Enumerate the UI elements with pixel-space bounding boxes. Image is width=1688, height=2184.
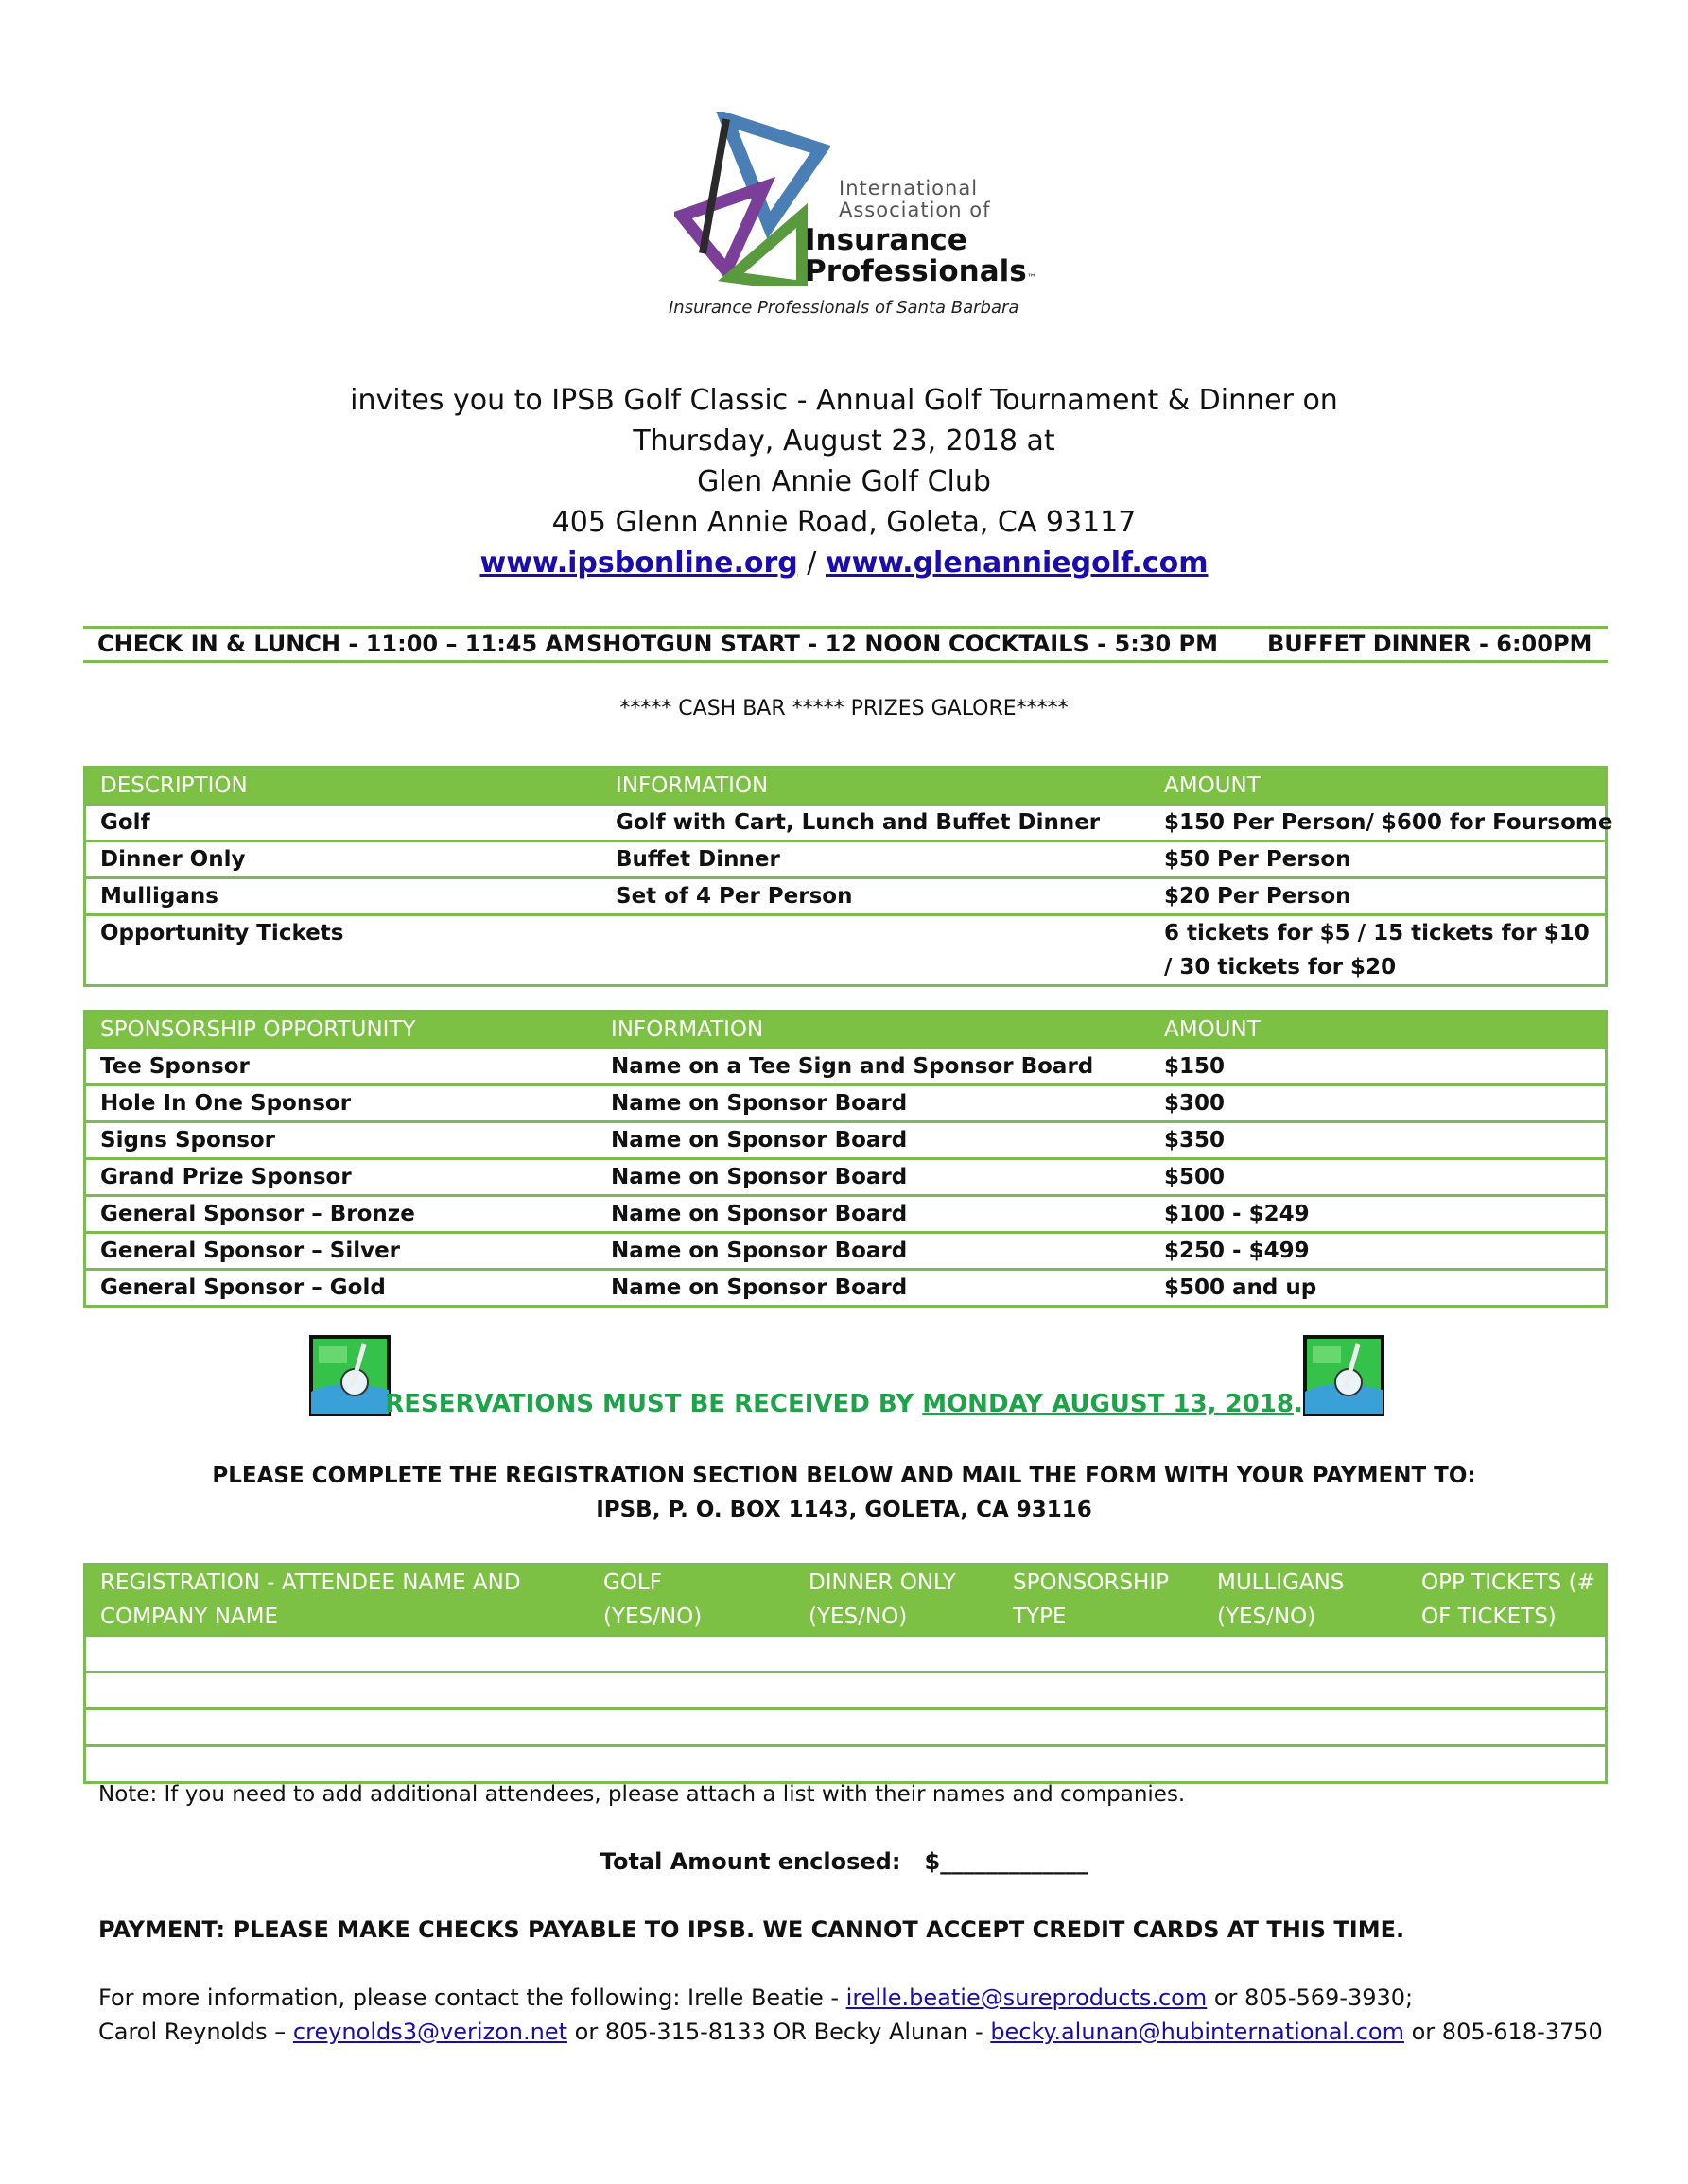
row-sponsor-type: Hole In One Sponsor (100, 1091, 352, 1116)
row-information: Name on Sponsor Board (611, 1275, 908, 1300)
reservation-period: . (1293, 1390, 1303, 1418)
cash-bar-banner: ***** CASH BAR ***** PRIZES GALORE***** (619, 697, 1069, 720)
row-amount: $150 Per Person/ $600 for Foursome (1164, 810, 1613, 835)
header-description: DESCRIPTION (100, 773, 248, 798)
reservation-text: RESERVATIONS MUST BE RECEIVED BY (385, 1390, 923, 1418)
ipsb-website-link[interactable]: www.ipsbonline.org (479, 546, 798, 580)
row-amount: $350 (1164, 1128, 1226, 1153)
registration-entry-row[interactable] (86, 1634, 1605, 1671)
row-description: Golf (100, 810, 150, 835)
logo-line-professionals: Professionals (805, 254, 1027, 288)
row-description: Opportunity Tickets (100, 921, 344, 945)
row-information: Name on Sponsor Board (611, 1165, 908, 1189)
sponsorship-header-row (86, 1013, 1605, 1047)
table-row (86, 1083, 1605, 1120)
header-sponsorship-opportunity: SPONSORSHIP OPPORTUNITY (100, 1017, 416, 1042)
logo-text-main (805, 225, 1036, 294)
header-dinner-only: DINNER ONLY (YES/NO) (809, 1570, 956, 1629)
mailing-line-instructions: PLEASE COMPLETE THE REGISTRATION SECTION BELOW AND MAIL THE FORM WITH YOUR PAYMENT TO: (212, 1464, 1476, 1488)
row-information: Name on Sponsor Board (611, 1239, 908, 1263)
table-row (86, 1157, 1605, 1194)
logo-line-international: International (839, 177, 979, 199)
schedule-shotgun: SHOTGUN START - 12 NOON (586, 631, 942, 657)
registration-entry-row[interactable] (86, 1707, 1605, 1744)
table-row (86, 840, 1605, 876)
invite-line-address: 405 Glenn Annie Road, Goleta, CA 93117 (551, 506, 1137, 539)
header-information: INFORMATION (616, 773, 769, 798)
header-sponsorship-type: SPONSORSHIP TYPE (1013, 1570, 1170, 1629)
row-sponsor-type: Signs Sponsor (100, 1128, 276, 1153)
pricing-table (83, 766, 1613, 987)
payment-instructions: PAYMENT: PLEASE MAKE CHECKS PAYABLE TO IPSB. WE CANNOT ACCEPT CREDIT CARDS AT THIS TIME. (98, 1916, 1405, 1943)
mailing-line-address: IPSB, P. O. BOX 1143, GOLETA, CA 93116 (596, 1498, 1092, 1522)
row-sponsor-type: General Sponsor – Gold (100, 1275, 386, 1300)
row-information: Golf with Cart, Lunch and Buffet Dinner (616, 810, 1101, 835)
invite-line-date: Thursday, August 23, 2018 at (633, 425, 1055, 458)
additional-attendees-note: Note: If you need to add additional attendees, please attach a list with their names and companies. (98, 1782, 1186, 1807)
row-amount: 6 tickets for $5 / 15 tickets for $10 / 30 tickets for $20 (1164, 921, 1590, 979)
row-amount: $150 (1164, 1054, 1226, 1079)
iaip-logo (667, 112, 1045, 320)
contact-line2-text: Carol Reynolds – (98, 2019, 293, 2045)
mailing-instructions (0, 1459, 1688, 1527)
schedule-cocktails: COCKTAILS - 5:30 PM (948, 631, 1219, 657)
schedule-checkin: CHECK IN & LUNCH - 11:00 – 11:45 AM (97, 631, 586, 657)
table-row (86, 913, 1605, 984)
row-sponsor-type: Tee Sponsor (100, 1054, 250, 1079)
row-information: Set of 4 Per Person (616, 884, 853, 909)
schedule-bar (83, 626, 1608, 663)
table-row (86, 1120, 1605, 1157)
invite-line-venue: Glen Annie Golf Club (697, 465, 991, 498)
header-opp-tickets: OPP TICKETS (# OF TICKETS) (1421, 1570, 1595, 1629)
reservation-deadline (0, 1390, 1688, 1418)
row-information: Name on Sponsor Board (611, 1128, 908, 1153)
contact-line1-text: For more information, please contact the following: Irelle Beatie - (98, 1985, 846, 2011)
total-amount (0, 1848, 1688, 1875)
contact-line2-phone: or 805-618-3750 (1403, 2019, 1603, 2045)
row-amount: $100 - $249 (1164, 1202, 1310, 1226)
irelle-email-link[interactable]: irelle.beatie@sureproducts.com (845, 1985, 1208, 2011)
total-value-field[interactable]: $_____________ (924, 1848, 1088, 1875)
registration-table (83, 1563, 1608, 1784)
row-amount: $300 (1164, 1091, 1226, 1116)
schedule-dinner: BUFFET DINNER - 6:00PM (1267, 631, 1592, 657)
table-row (86, 1194, 1605, 1231)
registration-header-row (86, 1566, 1605, 1634)
table-row (86, 1047, 1605, 1083)
row-amount: $500 and up (1164, 1275, 1317, 1300)
pricing-header-row (86, 769, 1605, 803)
trademark-mark: ™ (1026, 273, 1036, 284)
row-amount: $500 (1164, 1165, 1226, 1189)
row-description: Mulligans (100, 884, 218, 909)
contact-line1-phone: or 805-569-3930; (1207, 1985, 1414, 2011)
contact-info (98, 1981, 1603, 2049)
logo-text-top (839, 178, 991, 221)
row-information: Buffet Dinner (616, 847, 780, 872)
row-information: Name on a Tee Sign and Sponsor Board (611, 1054, 1094, 1079)
logo-line-insurance: Insurance (805, 223, 967, 257)
table-row (86, 1231, 1605, 1268)
header-mulligans: MULLIGANS (YES/NO) (1217, 1570, 1345, 1629)
table-row (86, 876, 1605, 913)
becky-email-link[interactable]: becky.alunan@hubinternational.com (990, 2019, 1404, 2045)
invite-line-event: invites you to IPSB Golf Classic - Annual Golf Tournament & Dinner on (350, 384, 1338, 417)
sponsorship-table (83, 1010, 1608, 1308)
contact-line2-mid: or 805-315-8133 OR Becky Alunan - (567, 2019, 991, 2045)
row-amount: $20 Per Person (1164, 884, 1351, 909)
registration-entry-row[interactable] (86, 1744, 1605, 1781)
table-row (86, 803, 1613, 840)
table-row (86, 1268, 1605, 1305)
row-sponsor-type: General Sponsor – Silver (100, 1239, 401, 1263)
carol-email-link[interactable]: creynolds3@verizon.net (292, 2019, 568, 2045)
header-amount: AMOUNT (1164, 773, 1261, 798)
row-description: Dinner Only (100, 847, 246, 872)
row-amount: $50 Per Person (1164, 847, 1351, 872)
row-information: Name on Sponsor Board (611, 1091, 908, 1116)
logo-line-association: Association of (839, 199, 991, 221)
header-amount: AMOUNT (1164, 1017, 1261, 1042)
row-amount: $250 - $499 (1164, 1239, 1310, 1263)
registration-entry-row[interactable] (86, 1671, 1605, 1707)
row-sponsor-type: General Sponsor – Bronze (100, 1202, 415, 1226)
header-attendee-name: REGISTRATION - ATTENDEE NAME AND COMPANY NAME (100, 1570, 521, 1629)
link-separator: / (807, 546, 817, 580)
logo-tagline: Insurance Professionals of Santa Barbara (669, 298, 1019, 318)
row-information: Name on Sponsor Board (611, 1202, 908, 1226)
row-sponsor-type: Grand Prize Sponsor (100, 1165, 352, 1189)
reservation-date: MONDAY AUGUST 13, 2018 (922, 1390, 1294, 1418)
golf-club-website-link[interactable]: www.glenanniegolf.com (825, 546, 1209, 580)
invitation-block (85, 380, 1603, 583)
header-golf: GOLF (YES/NO) (603, 1570, 703, 1629)
total-label: Total Amount enclosed: (600, 1848, 901, 1875)
header-information: INFORMATION (611, 1017, 764, 1042)
